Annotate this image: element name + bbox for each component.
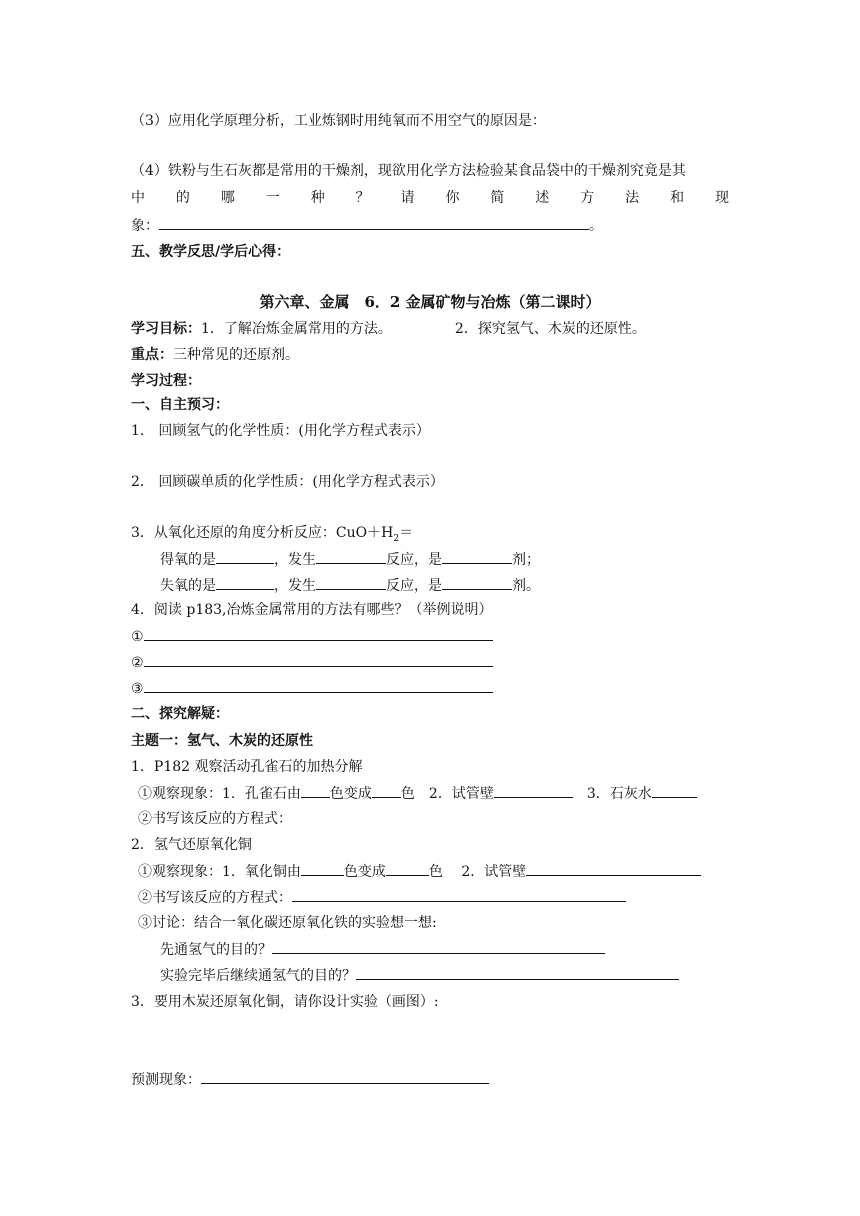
purpose-before: 先通氢气的目的？ bbox=[160, 940, 605, 959]
topic-item-3: 3．要用木炭还原氧化铜，请你设计实验（画图）: bbox=[131, 994, 439, 1010]
question-3: （3）应用化学原理分析，工业炼钢时用纯氧而不用空气的原因是： bbox=[131, 113, 546, 129]
question-4-line1: （4）铁粉与生石灰都是常用的干燥剂，现欲用化学方法检验某食品袋中的干燥剂究竟是其 bbox=[131, 163, 686, 179]
topic-item-2: 2．氢气还原氧化铜 bbox=[131, 837, 252, 853]
malachite-observation: ①观察现象：1．孔雀石由 色变成 色 2．试管壁 3．石灰水 bbox=[138, 784, 697, 803]
gain-oxygen-line: 得氧的是 ，发生 反应，是 剂； bbox=[160, 552, 540, 568]
q4-char: 请 bbox=[400, 190, 415, 206]
answer-blank[interactable] bbox=[216, 576, 274, 590]
purpose-after: 实验完毕后继续通氢气的目的？ bbox=[160, 966, 679, 985]
malachite-equation: ②书写该反应的方程式： bbox=[138, 811, 292, 827]
answer-blank[interactable] bbox=[201, 1070, 489, 1084]
q4-char: 述 bbox=[535, 190, 550, 206]
method-line-2: ② bbox=[131, 653, 493, 672]
prediction-line: 预测现象： bbox=[131, 1070, 489, 1089]
answer-blank[interactable] bbox=[356, 966, 679, 980]
q4-char: 一 bbox=[265, 190, 280, 206]
topic-item-1: 1．P182 观察活动孔雀石的加热分解 bbox=[131, 759, 363, 775]
answer-blank[interactable] bbox=[144, 653, 493, 667]
topic-1-heading: 主题一：氢气、木炭的还原性 bbox=[131, 733, 313, 749]
preview-item-3: 3．从氧化还原的角度分析反应：$CuO+H_2=$ bbox=[131, 525, 414, 544]
key-points: 重点：三种常见的还原剂。 bbox=[131, 347, 299, 363]
answer-blank[interactable] bbox=[272, 940, 605, 954]
answer-blank[interactable] bbox=[159, 216, 589, 230]
preview-item-1: 1． 回顾氢气的化学性质：(用化学方程式表示） bbox=[131, 423, 430, 439]
q4-char: 种 bbox=[310, 190, 325, 206]
answer-blank[interactable] bbox=[442, 576, 512, 590]
answer-blank[interactable] bbox=[372, 784, 401, 798]
q4-char: 你 bbox=[445, 190, 460, 206]
section-2-heading: 二、探究解疑： bbox=[131, 706, 229, 722]
answer-blank[interactable] bbox=[386, 862, 429, 876]
section-5-heading: 五、教学反思/学后心得： bbox=[131, 244, 291, 260]
answer-blank[interactable] bbox=[442, 550, 512, 564]
hydrogen-discussion: ③讨论：结合一氧化碳还原氧化铁的实验想一想: bbox=[138, 915, 437, 931]
hydrogen-observation: ①观察现象：1．氧化铜由 色变成 色 2．试管壁 bbox=[138, 862, 701, 881]
answer-blank[interactable] bbox=[526, 862, 701, 876]
process-heading: 学习过程： bbox=[131, 373, 201, 389]
answer-blank[interactable] bbox=[144, 679, 493, 693]
q4-char: 现 bbox=[714, 190, 729, 206]
answer-blank[interactable] bbox=[301, 784, 330, 798]
answer-blank[interactable] bbox=[144, 627, 493, 641]
answer-blank[interactable] bbox=[216, 550, 274, 564]
answer-blank[interactable] bbox=[292, 888, 626, 902]
answer-blank[interactable] bbox=[316, 550, 386, 564]
q4-char: 哪 bbox=[220, 190, 235, 206]
lose-oxygen-line: 失氧的是 ，发生 反应，是 剂。 bbox=[160, 578, 540, 594]
q4-char: 的 bbox=[175, 190, 190, 206]
q4-char: 方 bbox=[580, 190, 595, 206]
q4-char: 法 bbox=[625, 190, 640, 206]
section-1-heading: 一、自主预习： bbox=[131, 397, 229, 413]
answer-blank[interactable] bbox=[652, 784, 697, 798]
q4-char: 和 bbox=[670, 190, 685, 206]
hydrogen-equation: ②书写该反应的方程式： bbox=[138, 888, 626, 907]
q4-char: 简 bbox=[490, 190, 505, 206]
q4-char: 中 bbox=[131, 190, 145, 206]
answer-blank[interactable] bbox=[316, 576, 386, 590]
learning-goals: 学习目标：1．了解冶炼金属常用的方法。 2．探究氢气、木炭的还原性。 bbox=[131, 321, 646, 337]
answer-blank[interactable] bbox=[301, 862, 344, 876]
method-line-3: ③ bbox=[131, 679, 493, 698]
question-4-line2 bbox=[131, 189, 729, 207]
lesson-title: 第六章、金属 6．2 金属矿物与冶炼（第二课时） bbox=[259, 293, 601, 311]
question-4-line3: 象： 。 bbox=[131, 218, 603, 234]
answer-blank[interactable] bbox=[494, 784, 573, 798]
method-line-1: ① bbox=[131, 627, 493, 646]
preview-item-2: 2． 回顾碳单质的化学性质：(用化学方程式表示） bbox=[131, 474, 444, 490]
preview-item-4: 4．阅读 p183,冶炼金属常用的方法有哪些？（举例说明） bbox=[131, 602, 493, 618]
q4-char: ？ bbox=[355, 190, 370, 206]
